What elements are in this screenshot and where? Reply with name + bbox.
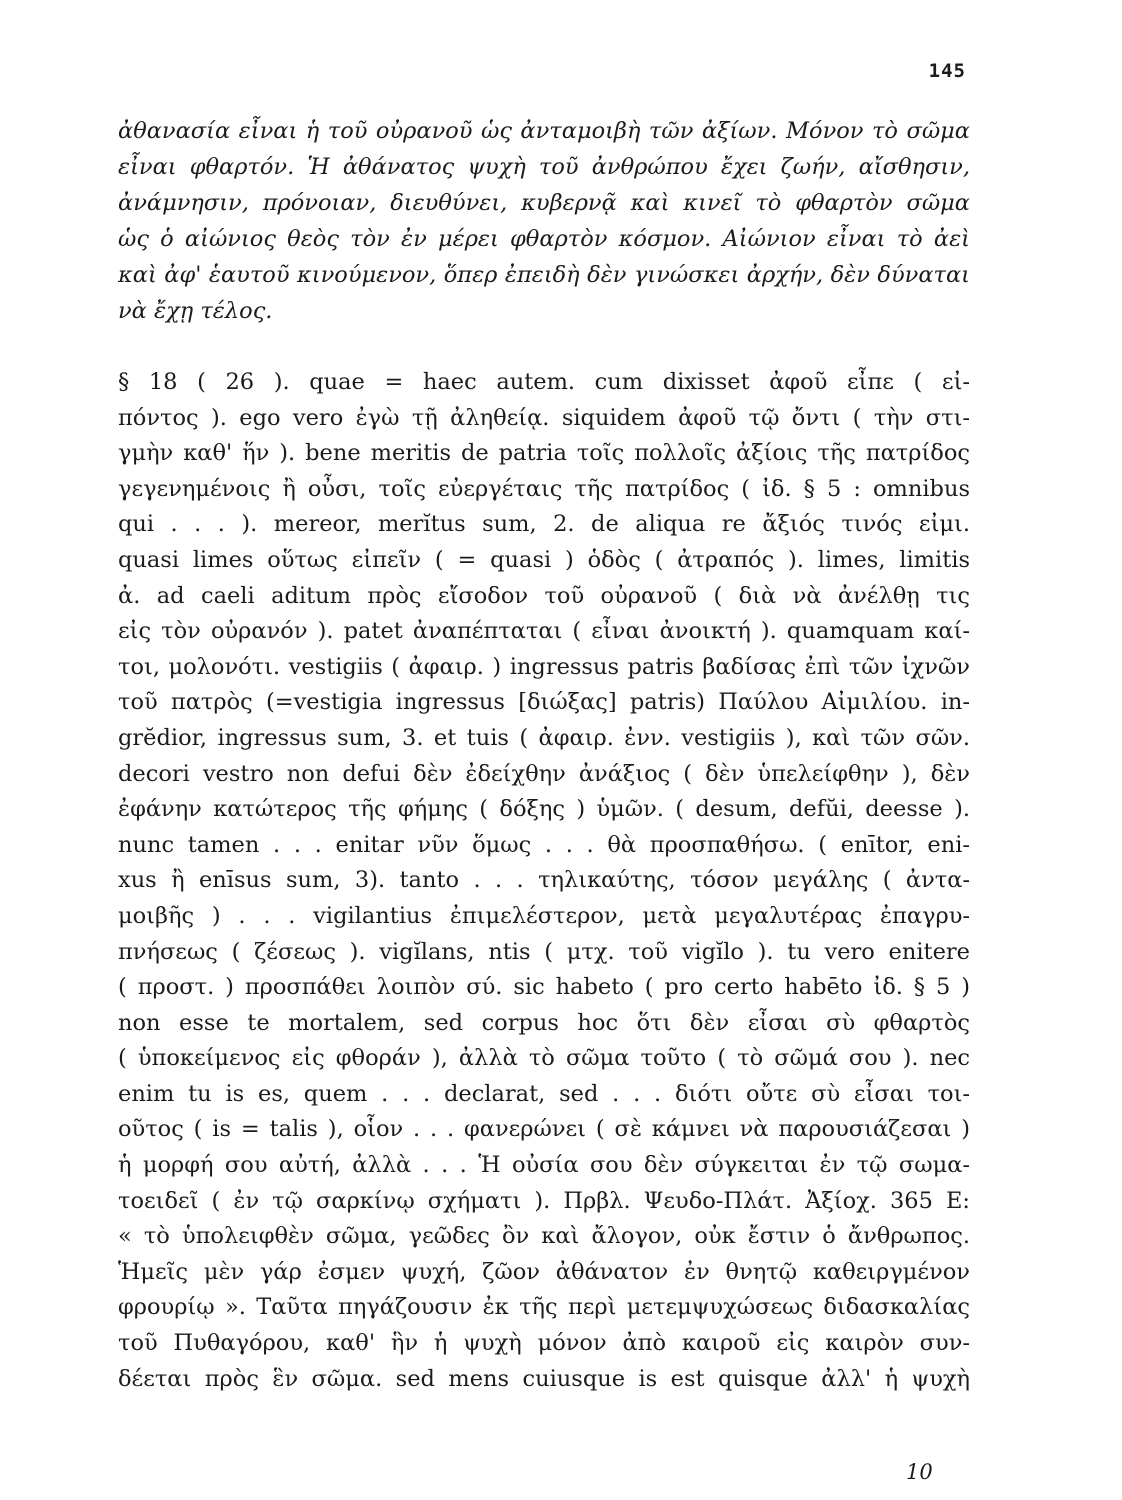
commentary-line-13: ἐφάνην κατώτερος τῆς φήμης ( δόξης ) ὑμῶν. ( desum, defŭi, deesse ). (118, 796, 970, 823)
commentary-line-17: πνήσεως ( ζέσεως ). vigĭlans, ntis ( μτχ. τοῦ vigĭlo ). tu vero enitere (118, 938, 970, 965)
commentary-line-20: ( ὑποκείμενος εἰς φθοράν ), ἀλλὰ τὸ σῶμα τοῦτο ( τὸ σῶμά σου ). nec (118, 1045, 970, 1072)
commentary-line-27: φρουρίῳ ». Ταῦτα πηγάζουσιν ἐκ τῆς περὶ μετεμψυχώσεως διδασκαλίας (118, 1294, 970, 1321)
commentary-line-5: qui . . . ). mereor, merĭtus sum, 2. de aliqua re ἄξιός τινός εἰμι. (118, 511, 970, 538)
commentary-line-24: τοειδεῖ ( ἐν τῷ σαρκίνῳ σχήματι ). Πρβλ. Ψευδο-Πλάτ. Ἀξίοχ. 365 Ε: (118, 1187, 970, 1214)
commentary-line-2: πόντος ). ego vero ἐγὼ τῇ ἀληθείᾳ. siquidem ἀφοῦ τῷ ὄντι ( τὴν στι- (118, 404, 970, 431)
commentary-line-25: « τὸ ὑπολειφθὲν σῶμα, γεῶδες ὂν καὶ ἄλογον, οὐκ ἔστιν ὁ ἄνθρωπος. (118, 1223, 970, 1250)
intro-line-3: ἀνάμνησιν, πρόνοιαν, διευθύνει, κυβερνᾷ καὶ κινεῖ τὸ φθαρτὸν σῶμα (118, 190, 970, 216)
commentary-line-11: grĕdior, ingressus sum, 3. et tuis ( ἀφαιρ. ἐνν. vestigiis ), καὶ τῶν σῶν. (118, 724, 970, 751)
commentary-line-26: Ἡμεῖς μὲν γάρ ἐσμεν ψυχή, ζῶον ἀθάνατον ἐν θνητῷ καθειργμένον (118, 1258, 970, 1285)
commentary-line-12: decori vestro non defui δὲν ἐδείχθην ἀνάξιος ( δὲν ὑπελείφθην ), δὲν (118, 760, 970, 787)
signature-mark: 10 (906, 1460, 933, 1484)
commentary-line-3: γμὴν καθ' ἥν ). bene meritis de patria τοῖς πολλοῖς ἀξίοις τῆς πατρίδος (118, 440, 970, 467)
intro-line-2: εἶναι φθαρτόν. Ἡ ἀθάνατος ψυχὴ τοῦ ἀνθρώπου ἔχει ζωήν, αἴσθησιν, (118, 154, 970, 180)
commentary-line-18: ( προστ. ) προσπάθει λοιπὸν σύ. sic habeto ( pro certo habēto ἰδ. § 5 ) (118, 974, 970, 1001)
commentary-line-7: ἀ. ad caeli aditum πρὸς εἴσοδον τοῦ οὐρανοῦ ( διὰ νὰ ἀνέλθῃ τις (118, 582, 970, 609)
intro-line-6: νὰ ἔχῃ τέλος. (118, 298, 273, 324)
commentary-line-15: xus ἢ enīsus sum, 3). tanto . . . τηλικαύτης, τόσον μεγάλης ( ἀντα- (118, 867, 970, 894)
commentary-line-9: τοι, μολονότι. vestigiis ( ἀφαιρ. ) ingressus patris βαδίσας ἐπὶ τῶν ἰχνῶν (118, 653, 970, 680)
commentary-line-19: non esse te mortalem, sed corpus hoc ὅτι δὲν εἶσαι σὺ φθαρτὸς (118, 1009, 970, 1036)
commentary-line-6: quasi limes οὕτως εἰπεῖν ( = quasi ) ὁδὸς ( ἀτραπός ). limes, limitis (118, 546, 970, 573)
commentary-line-14: nunc tamen . . . enitar νῦν ὅμως . . . θὰ προσπαθήσω. ( enītor, eni- (118, 831, 970, 858)
commentary-line-4: γεγενημένοις ἢ οὖσι, τοῖς εὐεργέταις τῆς πατρίδος ( ἰδ. § 5 : omnibus (118, 475, 970, 502)
commentary-line-29: δέεται πρὸς ἓν σῶμα. sed mens cuiusque is est quisque ἀλλ' ἡ ψυχὴ (118, 1365, 970, 1392)
intro-paragraph (118, 113, 970, 329)
intro-line-4: ὡς ὁ αἰώνιος θεὸς τὸν ἐν μέρει φθαρτὸν κόσμον. Αἰώνιον εἶναι τὸ ἀεὶ (118, 226, 970, 252)
commentary-line-22: οῦτος ( is = talis ), οἷον . . . φανερώνει ( σὲ κάμνει νὰ παρουσιάζεσαι ) (118, 1116, 970, 1143)
commentary-line-23: ἡ μορφή σου αὐτή, ἀλλὰ . . . Ἡ οὐσία σου δὲν σύγκειται ἐν τῷ σωμα- (118, 1152, 970, 1179)
commentary-line-21: enim tu is es, quem . . . declarat, sed . . . διότι οὔτε σὺ εἶσαι τοι- (118, 1080, 970, 1107)
commentary-line-28: τοῦ Πυθαγόρου, καθ' ἣν ἡ ψυχὴ μόνον ἀπὸ καιροῦ εἰς καιρὸν συν- (118, 1330, 970, 1357)
intro-line-5: καὶ ἀφ' ἑαυτοῦ κινούμενον, ὅπερ ἐπειδὴ δὲν γινώσκει ἀρχήν, δὲν δύναται (118, 262, 970, 288)
commentary-line-10: τοῦ πατρὸς (=vestigia ingressus [διώξας] patris) Παύλου Αἰμιλίου. in- (118, 689, 970, 716)
commentary-line-8: εἰς τὸν οὐρανόν ). patet ἀναπέπταται ( εἶναι ἀνοικτή ). quamquam καί- (118, 618, 970, 645)
page-number: 145 (928, 60, 966, 82)
intro-line-1: ἀθανασία εἶναι ἡ τοῦ οὐρανοῦ ὡς ἀνταμοιβὴ τῶν ἀξίων. Μόνον τὸ σῶμα (118, 118, 970, 144)
commentary-line-16: μοιβῆς ) . . . vigilantius ἐπιμελέστερον, μετὰ μεγαλυτέρας ἐπαγρυ- (118, 902, 970, 929)
commentary-line-1: § 18 ( 26 ). quae = haec autem. cum dixisset ἀφοῦ εἶπε ( εἰ- (118, 369, 970, 395)
commentary-paragraph (118, 365, 970, 1397)
